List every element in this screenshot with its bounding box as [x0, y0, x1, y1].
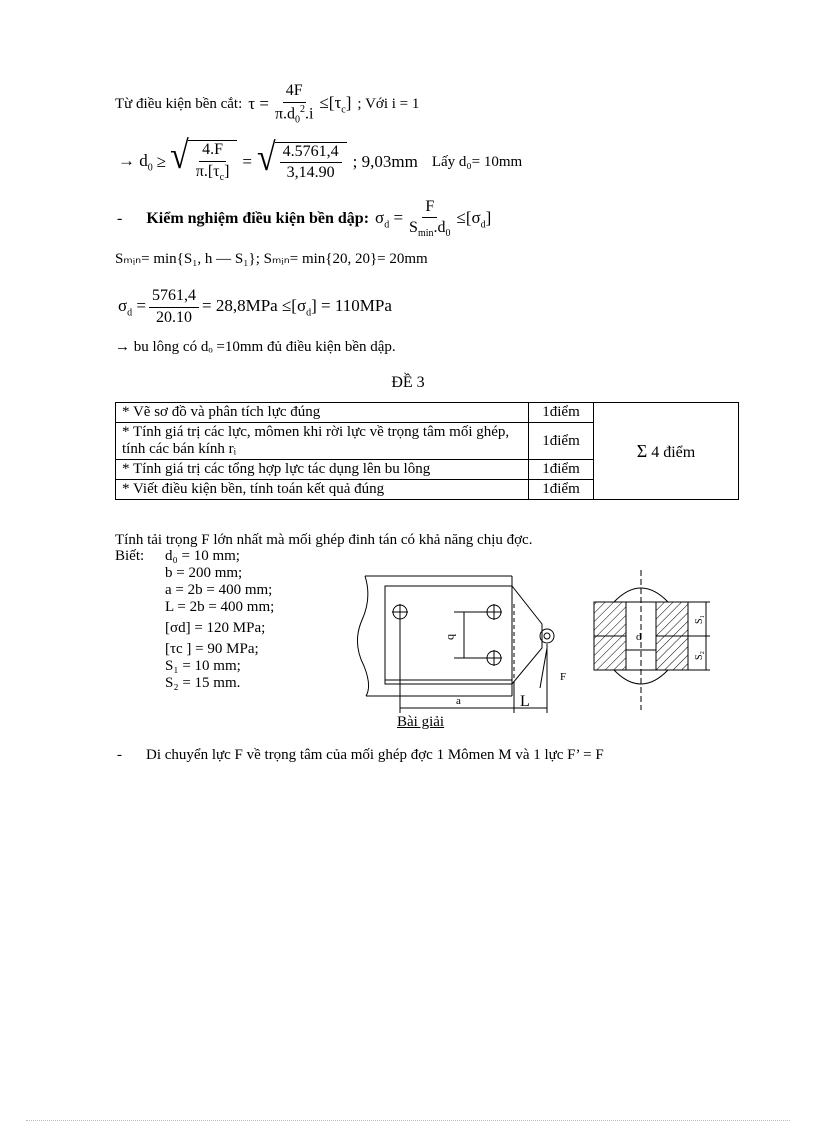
take-d0-text: Lấy d₀= 10mm: [431, 153, 523, 170]
solution-label: Bài giải: [397, 714, 445, 730]
given-item: b = 200 mm;: [165, 565, 243, 581]
points-cell: 1điểm: [529, 480, 594, 500]
table-row: [116, 403, 739, 423]
d0-lhs: → $d_0$: [118, 150, 153, 174]
cut-condition-line: [115, 82, 419, 126]
dim-b-label: b: [445, 634, 459, 640]
sigma-calc-line: [118, 284, 392, 330]
dim-d-label: d: [636, 631, 642, 643]
plate-top-right: [656, 602, 688, 636]
sqrt-expression-1: √ $\frac{4.F}{\pi.[\tau_c]}$: [170, 140, 237, 183]
bearing-check-line: [117, 195, 491, 243]
plate-break-line: [357, 576, 368, 696]
move-force-line: - Di chuyển lực F về trọng tâm của mối ghép đợc 1 Mômen M và 1 lực F’ = F: [117, 747, 604, 763]
conclusion-line: → bu lông có dₒ =10mm đủ điều kiện bền dập.: [115, 339, 396, 355]
ge-sign: ≥: [156, 152, 167, 171]
tau-numerator: 4F: [283, 82, 306, 102]
equals-sign: =: [242, 152, 252, 171]
plate-bottom-right: [656, 636, 688, 670]
rivet-section-diagram: [586, 570, 726, 720]
given-item: S₁ = 10 mm;: [165, 658, 241, 674]
tau-denominator: $\pi.d_0^2.i$: [274, 103, 314, 126]
total-cell: Σ 4 điểm: [594, 403, 739, 500]
task-cell: * Viết điều kiện bền, tính toán kết quả đúng: [116, 480, 529, 500]
given-item: [τc ] = 90 MPa;: [165, 641, 259, 657]
grading-table: [115, 402, 739, 500]
sigma-lhs: $\sigma_d$ =: [375, 207, 404, 231]
problem-statement: Tính tải trọng F lớn nhất mà mối ghép đinh tán có khả năng chịu đợc.: [115, 532, 533, 548]
sigma-fraction: $\frac{F}{S_{min}.d_0}$: [409, 197, 451, 240]
task-cell: * Tính giá trị các tổng hợp lực tác dụng lên bu lông: [116, 460, 529, 480]
bracket-diagram: [350, 568, 580, 728]
given-list: [165, 548, 274, 692]
calc-lhs: $\sigma_d$ =: [118, 295, 147, 319]
plate-bottom-left: [594, 636, 626, 670]
plate-outline: [365, 576, 512, 696]
given-item: d₀ = 10 mm;: [165, 548, 240, 564]
sigma-icon: Σ: [636, 440, 648, 461]
calc-result: = $28,8MPa \le[\sigma_d] = 110MPa$: [202, 295, 392, 319]
points-cell: 1điểm: [529, 460, 594, 480]
given-item: L = 2b = 400 mm;: [165, 599, 275, 615]
bullet-dash: -: [117, 210, 123, 227]
dim-s1-label: S₁: [694, 614, 705, 624]
sigma-allowable: $\le[\sigma_d]$: [456, 207, 492, 231]
force-arrow: [540, 648, 547, 688]
cut-intro-text: Từ điều kiện bền cắt:: [115, 95, 243, 112]
plate-top-left: [594, 602, 626, 636]
tau-lhs: τ =: [248, 94, 269, 113]
given-item: [σd] = 120 MPa;: [165, 620, 266, 636]
tau-allowable: $\le[\tau_c]$: [319, 92, 352, 116]
task-cell: * Vẽ sơ đồ và phân tích lực đúng: [116, 403, 529, 423]
d0-result: ; 9,03mm: [352, 152, 418, 171]
points-cell: 1điểm: [529, 423, 594, 460]
smin-line: Sₘᵢₙ= min{S₁, h — S₁}; Sₘᵢₙ= min{20, 20}= 20mm: [115, 251, 428, 267]
sqrt-expression-2: √ $\frac{4.5761,4}{3,14.90}$: [257, 142, 347, 183]
exam-title: ĐỀ 3: [391, 374, 425, 391]
with-i-text: ; Với i = 1: [357, 95, 420, 112]
dim-L-label: L: [520, 693, 530, 710]
footer-divider: [26, 1120, 790, 1121]
tau-fraction: [272, 82, 317, 125]
d0-condition-line: [118, 134, 522, 190]
given-label: Biết:: [115, 548, 145, 564]
dim-a-label: a: [456, 695, 461, 707]
dim-s2-label: S₂: [694, 650, 705, 660]
task-cell: * Tính giá trị các lực, mômen khi rời lực về trọng tâm mối ghép, tính các bán kính rᵢ: [116, 423, 529, 460]
bullet-dash: -: [117, 747, 122, 763]
bearing-heading: Kiểm nghiệm điều kiện bền dập:: [146, 210, 370, 227]
calc-fraction: $\frac{5761,4}{20.10}$: [149, 287, 199, 327]
given-item: a = 2b = 400 mm;: [165, 582, 273, 598]
force-label: F: [560, 671, 567, 683]
arrow-icon: →: [115, 339, 130, 355]
given-item: S₂ = 15 mm.: [165, 675, 241, 691]
points-cell: 1điểm: [529, 403, 594, 423]
